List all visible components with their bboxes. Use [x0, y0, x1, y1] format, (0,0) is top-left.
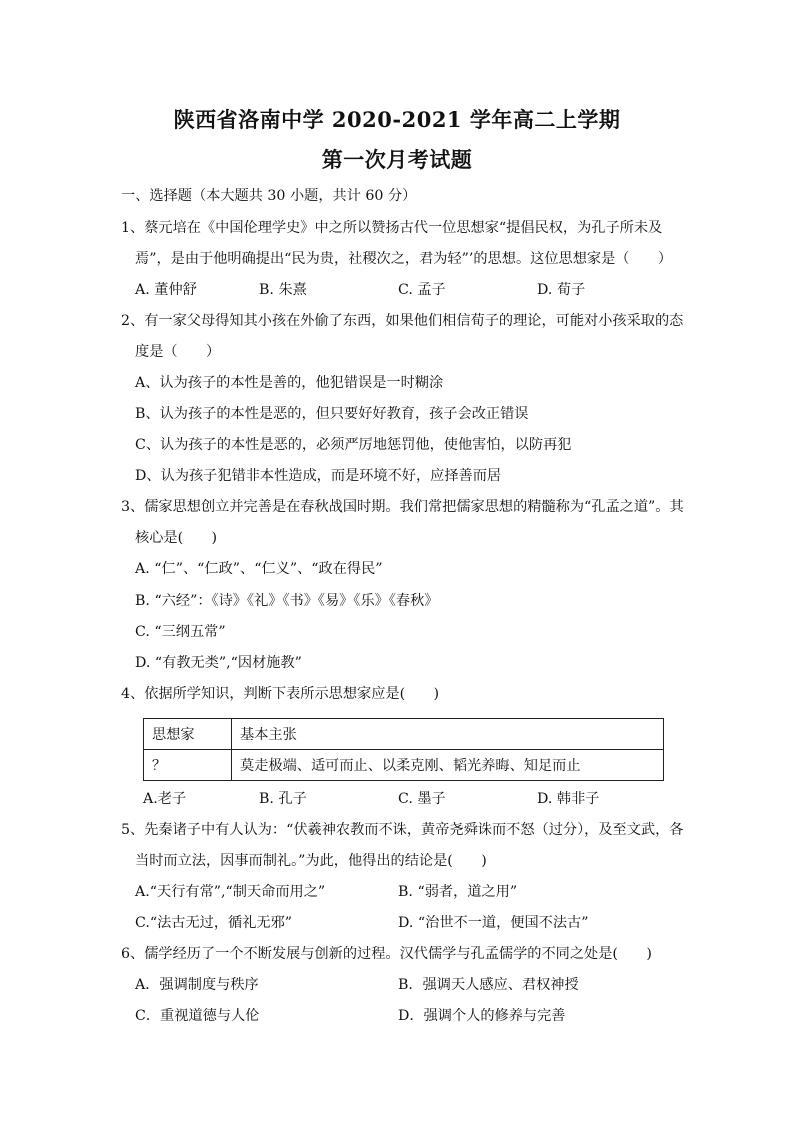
q4-option-b: B. 孔子 — [259, 791, 307, 807]
exam-subtitle: 第一次月考试题 — [321, 147, 473, 172]
q2-option-d: D、认为孩子犯错非本性造成，而是环境不好，应择善而居 — [135, 468, 502, 484]
q4-option-d: D. 韩非子 — [537, 791, 600, 807]
q5-option-c: C.“法古无过，循礼无邪” — [135, 915, 293, 931]
table-cell: ？ — [144, 750, 232, 781]
q4-stem-line1: 4、依据所学知识，判断下表所示思想家应是( ) — [121, 686, 440, 702]
q6-stem-line1: 6、儒学经历了一个不断发展与创新的过程。汉代儒学与孔孟儒学的不同之处是( ) — [121, 946, 652, 962]
q3-option-b: B. “六经”：《诗》《礼》《书》《易》《乐》《春秋》 — [135, 593, 439, 609]
q4-option-c: C. 墨子 — [398, 791, 446, 807]
q1-stem-line2: 焉”，是由于他明确提出“民为贵，社稷次之，君为轻”’的思想。这位思想家是（ ） — [135, 251, 673, 267]
q6-option-a: A．强调制度与秩序 — [135, 977, 259, 993]
q6-option-c: C．重视道德与人伦 — [135, 1008, 260, 1024]
q5-option-b: B. “弱者，道之用” — [398, 884, 518, 900]
q1-option-d: D. 荀子 — [537, 282, 586, 298]
table-header-cell: 基本主张 — [232, 719, 664, 750]
q5-option-a: A.“天行有常”,“制天命而用之” — [135, 884, 326, 900]
q2-option-a: A、认为孩子的本性是善的，他犯错误是一时糊涂 — [135, 375, 444, 391]
q1-option-c: C. 孟子 — [398, 282, 446, 298]
q5-option-d: D. “治世不一道，便国不法古” — [398, 915, 589, 931]
q6-option-d: D．强调个人的修养与完善 — [398, 1008, 566, 1024]
q6-option-b: B．强调天人感应、君权神授 — [398, 977, 579, 993]
q2-option-c: C、认为孩子的本性是恶的，必须严厉地惩罚他，使他害怕，以防再犯 — [135, 437, 572, 453]
q3-option-a: A. “仁”、“仁政”、“仁义”、“政在得民” — [135, 561, 383, 577]
q5-stem-line1: 5、先秦诸子中有人认为：“伏羲神农教而不诛，黄帝尧舜诛而不怒（过分），及至文武，各 — [121, 822, 684, 838]
q2-stem-line2: 度是（ ） — [135, 344, 221, 360]
section-heading: 一、选择题（本大题共 30 小题，共计 60 分） — [121, 188, 417, 204]
q4-table — [143, 718, 664, 781]
table-cell: 莫走极端、适可而止、以柔克刚、韬光养晦、知足而止 — [232, 750, 664, 781]
q3-option-c: C. “三纲五常” — [135, 624, 226, 640]
q3-stem-line2: 核心是( ) — [135, 530, 218, 546]
table-row — [144, 750, 664, 781]
q3-stem-line1: 3、儒家思想创立并完善是在春秋战国时期。我们常把儒家思想的精髓称为“孔孟之道”。其 — [121, 499, 684, 515]
q2-stem-line1: 2、有一家父母得知其小孩在外偷了东西，如果他们相信荀子的理论，可能对小孩采取的态 — [121, 313, 684, 329]
table-header-row — [144, 719, 664, 750]
q4-option-a: A.老子 — [143, 791, 187, 807]
q1-option-a: A. 董仲舒 — [135, 282, 197, 298]
q5-stem-line2: 当时而立法，因事而制礼。”为此，他得出的结论是( ) — [135, 853, 487, 869]
table-header-cell: 思想家 — [144, 719, 232, 750]
q1-stem-line1: 1、蔡元培在《中国伦理学史》中之所以赞扬古代一位思想家“提倡民权，为孔子所未及 — [121, 220, 663, 236]
q3-option-d: D. “有教无类”,“因材施教” — [135, 655, 302, 671]
exam-title: 陕西省洛南中学 2020-2021 学年高二上学期 — [173, 107, 621, 132]
q1-option-b: B. 朱熹 — [259, 282, 307, 298]
q2-option-b: B、认为孩子的本性是恶的，但只要好好教育，孩子会改正错误 — [135, 406, 529, 422]
